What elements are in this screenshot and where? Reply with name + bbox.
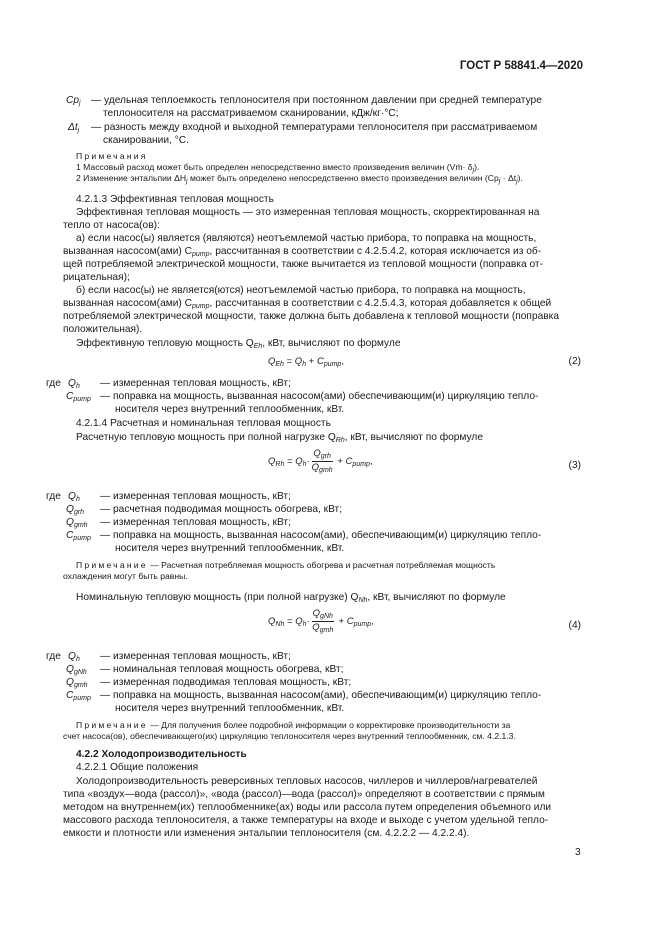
s4213-formula-intro: Эффективную тепловую мощность QEh, кВт, вычисляют по формуле [76,338,401,350]
page-number: 3 [575,847,581,858]
equation-2-number: (2) [568,356,581,367]
def-text-cp: — удельная теплоемкость теплоносителя при постоянном давлении при средней температуре [91,95,542,106]
note3-line2: счет насоса(ов), обеспечивающего(их) циркуляцию теплоносителя через внутренний теплообменник, см. 4.2.1.3. [63,731,516,741]
defs4-lead: где [46,651,61,662]
equation-4: $Q_{Nh} = Q_h\cdot$ $\frac{Q_{gNh}}{Q_{gmh}}$ + $C_{pump}$, [268,608,374,634]
defs4-symbol-qh: Qh [68,651,80,663]
defs3-text-qh: — измеренная тепловая мощность, кВт; [100,491,291,502]
section-4213-title: 4.2.1.3 Эффективная тепловая мощность [76,194,274,205]
defs4-symbol-qgmh: Qgmh [66,677,88,689]
equation-3-number: (3) [568,460,581,471]
def-text-dt: — разность между входной и выходной температурами теплоносителя при рассматриваемом [91,122,538,133]
s4213-a3: щей потребляемой электрической мощности, также вычитается из тепловой мощности (поправка от- [63,259,543,270]
defs3-symbol-qgrh: Qgrh [66,504,85,516]
defs4-text-cpump-cont: носителя через внутренний теплообменник, кВт. [115,703,345,714]
equation-4-number: (4) [568,620,581,631]
s422-p4: массового расхода теплоносителя, а также температуры на входе и выходе с учетом удельной тепло- [63,815,549,826]
defs2-lead: где [46,378,61,389]
s4213-p1b: тепло от насоса(ов): [63,220,160,231]
section-4214-title: 4.2.1.4 Расчетная и номинальная тепловая мощность [76,418,331,429]
defs2-text-cpump: — поправка на мощность, вызванная насосом(ами) обеспечивающим(и) циркуляцию тепло- [100,391,539,402]
defs3-symbol-cpump: Cpump [66,530,91,542]
defs4-symbol-cpump: Cpump [66,690,91,702]
defs4-text-qh: — измеренная тепловая мощность, кВт; [100,651,291,662]
s422-p1: Холодопроизводительность реверсивных тепловых насосов, чиллеров и чиллеров/нагревателей [76,776,538,787]
section-4221-title: 4.2.2.1 Общие положения [76,762,199,773]
eq3-fraction: $\frac{Q_{grh}}{Q_{gmh}}$ [311,448,333,474]
s4213-b1: б) если насос(ы) не является(ются) неотъемлемой частью прибора, то поправка на мощность, [76,285,526,296]
defs4-text-cpump: — поправка на мощность, вызванная насосом(ами), обеспечивающим(и) циркуляцию тепло- [100,690,542,701]
def-symbol-dt: Δtj [68,122,80,134]
defs3-text-cpump-cont: носителя через внутренний теплообменник, кВт. [115,543,345,554]
defs2-text-cpump-cont: носителя через внутренний теплообменник, кВт. [115,404,345,415]
defs3-text-cpump: — поправка на мощность, вызванная насосом(ами), обеспечивающим(и) циркуляцию тепло- [100,530,542,541]
defs3-text-qgrh: — расчетная подводимая мощность обогрева, кВт; [100,504,343,515]
equation-3: $Q_{Rh} = Q_h\cdot$ $\frac{Q_{grh}}{Q_{gmh}}$ + $C_{pump}$, [268,448,373,474]
s4213-a2: вызванная насосом(ами) Cpump, рассчитанная в соответствии с 4.2.5.4.2, которая исключается из об- [63,246,542,258]
eq4-fraction: $\frac{Q_{gNh}}{Q_{gmh}}$ [312,608,334,634]
s4213-b4: положительная). [63,324,143,335]
s4214-formula-intro: Расчетную тепловую мощность при полной нагрузке QRh, кВт, вычисляют по формуле [76,432,484,444]
def-text-cp-cont: теплоносителя на рассматриваемом сканировании, кДж/кг·°С; [103,108,399,119]
s4213-a1: а) если насос(ы) является (являются) неотъемлемой частью прибора, то поправка на мощность, [76,233,537,244]
s4213-p1: Эффективная тепловая мощность — это измеренная тепловая мощность, скорректированная на [76,207,540,218]
s4213-a4: рицательная); [63,272,130,283]
defs3-symbol-qh: Qh [68,491,80,503]
defs3-symbol-qgmh: Qgmh [66,517,88,529]
def-symbol-cp: Cpj [66,95,81,107]
note3-line1: Примечание — Для получения более подробной информации о корректировке производительности за [76,720,511,730]
nominal-formula-intro: Номинальную тепловую мощность (при полной нагрузке) QNh, кВт, вычисляют по формуле [76,592,506,604]
equation-2: $Q_{Eh} = Q_h + C_{pump}$, [268,356,344,368]
note2-line2: охлаждения могут быть равны. [63,571,188,581]
def-text-dt-cont: сканировании, °С. [103,135,189,146]
defs3-text-qgmh: — измеренная тепловая мощность, кВт; [100,517,291,528]
document-header: ГОСТ Р 58841.4—2020 [459,60,583,72]
defs4-text-qgmh: — измеренная подводимая тепловая мощность, кВт; [100,677,352,688]
defs4-text-qgnh: — номинальная тепловая мощность обогрева, кВт; [100,664,344,675]
defs2-symbol-cpump: Cpump [66,391,91,403]
note-1: 1 Массовый расход может быть определен непосредственно вместо произведения величин (Vṁ· $\delta_j$). [76,162,480,174]
s422-p5: емкости и плотности или изменения энтальпии теплоносителя (см. 4.2.2.2 — 4.2.2.4). [63,828,470,839]
defs3-lead: где [46,491,61,502]
s4213-b3: потребляемой электрической мощности, также должна быть добавлена к тепловой мощности (поправка [63,311,560,322]
s4213-b2: вызванная насосом(ами) Cpump, рассчитанная в соответствии с 4.2.5.4.3, которая добавляется к общей [63,298,552,310]
note-2: 2 Изменение энтальпии $\Delta H_j$ может быть определено непосредственно вместо произведения величин $(Cp_j \cdot \Delta t_j)$. [76,173,523,185]
defs2-symbol-qh: Qh [68,378,80,390]
notes-title: Примечания [76,151,148,161]
s422-p2: типа «воздух—вода (рассол)», «вода (рассол)—вода (рассол)» определяют в соответствии с прямым [63,789,545,800]
defs2-text-qh: — измеренная тепловая мощность, кВт; [100,378,291,389]
s422-p3: методом на внутреннем(их) теплообменнике(ах) воды или рассола путем определения объемного или [63,802,552,813]
note2-line1: Примечание — Расчетная потребляемая мощность обогрева и расчетная потребляемая мощность [76,560,496,570]
defs4-symbol-qgnh: QgNh [66,664,87,676]
section-422-title: 4.2.2 Холодопроизводительность [76,749,247,760]
